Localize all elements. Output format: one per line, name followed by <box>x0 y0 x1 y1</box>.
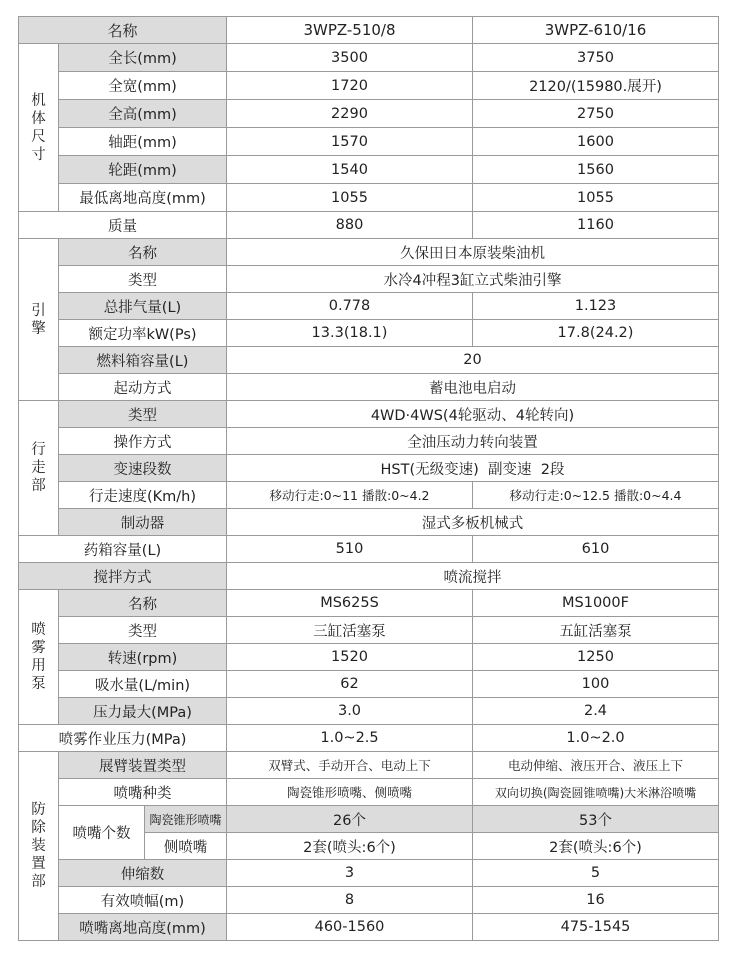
row-label: 药箱容量(L) <box>19 536 227 563</box>
row-label: 全宽(mm) <box>59 72 227 100</box>
table-row <box>19 293 719 320</box>
value-b: 17.8(24.2) <box>473 320 719 347</box>
row-label: 吸水量(L/min) <box>59 671 227 698</box>
value-b: 1.123 <box>473 293 719 320</box>
table-row <box>19 239 719 266</box>
value-merged: 4WD·4WS(4轮驱动、4轮转向) <box>227 401 719 428</box>
row-label: 变速段数 <box>59 455 227 482</box>
value-merged: 蓄电池电启动 <box>227 374 719 401</box>
table-row <box>19 590 719 617</box>
value-b: 移动行走:0~12.5 播散:0~4.4 <box>473 482 719 509</box>
value-a: 3 <box>227 860 473 887</box>
table-row <box>19 563 719 590</box>
row-label: 喷嘴离地高度(mm) <box>59 914 227 941</box>
row-label: 搅拌方式 <box>19 563 227 590</box>
table-row <box>19 320 719 347</box>
value-b: 双向切换(陶瓷圆锥喷嘴)大米淋浴喷嘴 <box>473 779 719 806</box>
table-row <box>19 509 719 536</box>
value-a: 陶瓷锥形喷嘴、侧喷嘴 <box>227 779 473 806</box>
value-a: 三缸活塞泵 <box>227 617 473 644</box>
row-label: 制动器 <box>59 509 227 536</box>
value-a: 2290 <box>227 100 473 128</box>
value-b: 1.0~2.0 <box>473 725 719 752</box>
sub-label: 陶瓷锥形喷嘴 <box>145 806 227 833</box>
value-a: 3500 <box>227 44 473 72</box>
value-b: 100 <box>473 671 719 698</box>
row-label: 喷嘴种类 <box>59 779 227 806</box>
row-label: 名称 <box>59 239 227 266</box>
row-label: 名称 <box>59 590 227 617</box>
row-label: 有效喷幅(m) <box>59 887 227 914</box>
table-row <box>19 100 719 128</box>
table-row <box>19 671 719 698</box>
row-label: 最低离地高度(mm) <box>59 184 227 212</box>
row-label: 喷嘴个数 <box>59 806 145 860</box>
value-a: 62 <box>227 671 473 698</box>
table-row <box>19 698 719 725</box>
value-b: 1560 <box>473 156 719 184</box>
row-label: 压力最大(MPa) <box>59 698 227 725</box>
value-b: 3750 <box>473 44 719 72</box>
header-name: 名称 <box>19 17 227 44</box>
value-merged: 水冷4冲程3缸立式柴油引擎 <box>227 266 719 293</box>
value-merged: 喷流搅拌 <box>227 563 719 590</box>
table-row <box>19 156 719 184</box>
value-b: 五缸活塞泵 <box>473 617 719 644</box>
table-row <box>19 617 719 644</box>
value-b: 610 <box>473 536 719 563</box>
header-model-b: 3WPZ-610/16 <box>473 17 719 44</box>
value-merged: 全油压动力转向装置 <box>227 428 719 455</box>
table-row <box>19 128 719 156</box>
row-label: 类型 <box>59 617 227 644</box>
row-label: 燃料箱容量(L) <box>59 347 227 374</box>
value-merged: HST(无级变速) 副变速 2段 <box>227 455 719 482</box>
row-label: 伸缩数 <box>59 860 227 887</box>
row-label: 额定功率kW(Ps) <box>59 320 227 347</box>
value-a: 1.0~2.5 <box>227 725 473 752</box>
row-label: 类型 <box>59 266 227 293</box>
table-row <box>19 644 719 671</box>
value-a: 3.0 <box>227 698 473 725</box>
table-row <box>19 72 719 100</box>
value-a: 13.3(18.1) <box>227 320 473 347</box>
value-b: 475-1545 <box>473 914 719 941</box>
group-engine: 引 擎 <box>19 239 59 401</box>
value-a: 双臂式、手动开合、电动上下 <box>227 752 473 779</box>
value-a: 1570 <box>227 128 473 156</box>
value-b: 53个 <box>473 806 719 833</box>
row-label: 总排气量(L) <box>59 293 227 320</box>
row-label: 类型 <box>59 401 227 428</box>
header-model-a: 3WPZ-510/8 <box>227 17 473 44</box>
table-row <box>19 752 719 779</box>
group-pump: 喷 雾 用 泵 <box>19 590 59 725</box>
value-b: 电动伸缩、液压开合、液压上下 <box>473 752 719 779</box>
row-label: 转速(rpm) <box>59 644 227 671</box>
sub-label: 侧喷嘴 <box>145 833 227 860</box>
value-a: 2套(喷头:6个) <box>227 833 473 860</box>
table-row <box>19 860 719 887</box>
row-label: 行走速度(Km/h) <box>59 482 227 509</box>
header-row <box>19 17 719 44</box>
value-a: 移动行走:0~11 播散:0~4.2 <box>227 482 473 509</box>
table-row <box>19 374 719 401</box>
spec-table <box>18 16 719 941</box>
value-b: 1160 <box>473 212 719 239</box>
value-a: 880 <box>227 212 473 239</box>
row-label: 操作方式 <box>59 428 227 455</box>
value-a: 1055 <box>227 184 473 212</box>
row-label: 起动方式 <box>59 374 227 401</box>
row-label: 喷雾作业压力(MPa) <box>19 725 227 752</box>
table-row <box>19 266 719 293</box>
value-a: 26个 <box>227 806 473 833</box>
value-merged: 20 <box>227 347 719 374</box>
value-a: 0.778 <box>227 293 473 320</box>
value-b: 2750 <box>473 100 719 128</box>
table-row <box>19 725 719 752</box>
value-b: 2套(喷头:6个) <box>473 833 719 860</box>
value-a: 460-1560 <box>227 914 473 941</box>
row-label: 展臂装置类型 <box>59 752 227 779</box>
value-b: 16 <box>473 887 719 914</box>
value-b: 1055 <box>473 184 719 212</box>
value-b: 1600 <box>473 128 719 156</box>
table-row <box>19 428 719 455</box>
value-b: MS1000F <box>473 590 719 617</box>
table-row <box>19 482 719 509</box>
table-row <box>19 779 719 806</box>
group-protect: 防 除 装 置 部 <box>19 752 59 941</box>
table-row <box>19 401 719 428</box>
value-merged: 久保田日本原装柴油机 <box>227 239 719 266</box>
table-row <box>19 455 719 482</box>
group-body-dims: 机 体 尺 寸 <box>19 44 59 212</box>
value-a: 1540 <box>227 156 473 184</box>
value-a: 8 <box>227 887 473 914</box>
value-a: 1720 <box>227 72 473 100</box>
value-a: 1520 <box>227 644 473 671</box>
value-a: MS625S <box>227 590 473 617</box>
row-label: 全高(mm) <box>59 100 227 128</box>
row-label: 轮距(mm) <box>59 156 227 184</box>
value-b: 2.4 <box>473 698 719 725</box>
value-b: 1250 <box>473 644 719 671</box>
table-row <box>19 184 719 212</box>
row-label: 全长(mm) <box>59 44 227 72</box>
table-row <box>19 44 719 72</box>
value-merged: 湿式多板机械式 <box>227 509 719 536</box>
row-label: 轴距(mm) <box>59 128 227 156</box>
table-row <box>19 914 719 941</box>
group-travel: 行 走 部 <box>19 401 59 536</box>
table-row <box>19 887 719 914</box>
value-b: 2120/(15980.展开) <box>473 72 719 100</box>
value-a: 510 <box>227 536 473 563</box>
table-row <box>19 806 719 833</box>
table-row <box>19 212 719 239</box>
row-label: 质量 <box>19 212 227 239</box>
table-row <box>19 536 719 563</box>
table-row <box>19 347 719 374</box>
value-b: 5 <box>473 860 719 887</box>
